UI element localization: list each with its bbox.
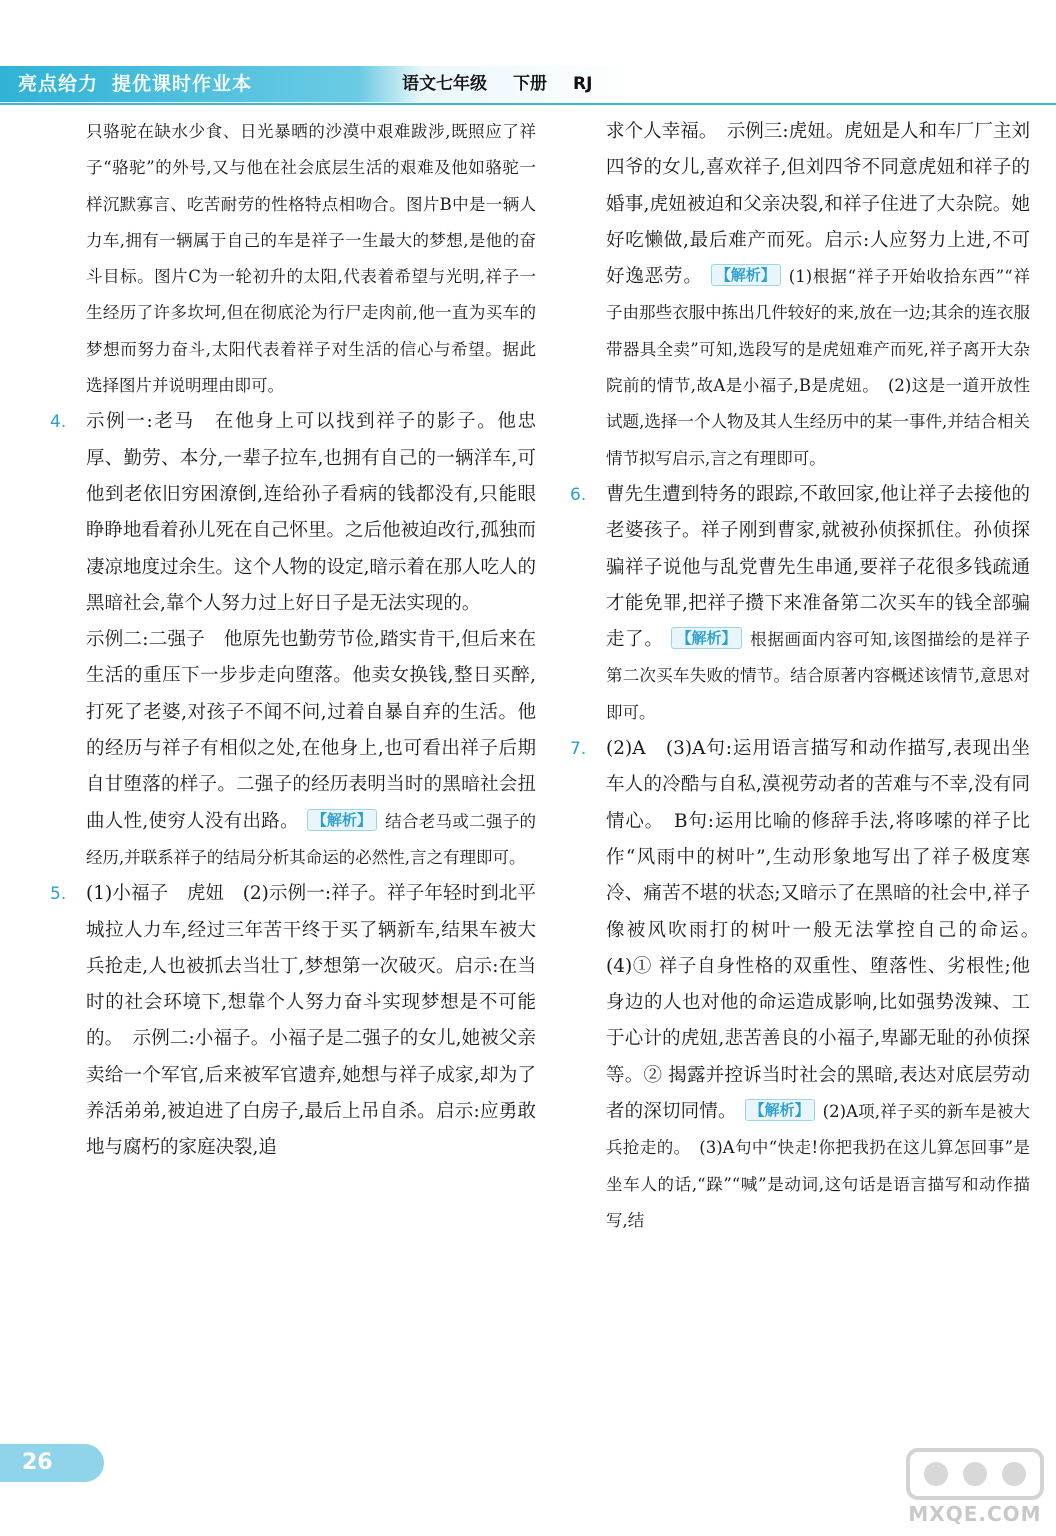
question-number: 7. (570, 739, 587, 760)
series-title-part2: 提优课时作业本 (112, 73, 253, 95)
analysis-tag: 【解析】 (671, 627, 741, 649)
answer-6: 6. 曹先生遭到特务的跟踪,不敢回家,他让祥子去接他的老婆孩子。祥子刚到曹家,就被孙侦探抓住。孙侦探骗祥子说他与乱党曹先生串通,要祥子花很多钱疏通才能免罪,把祥子攒下来准备第二次买车的钱全部骗走了。 【解析】 根据画面内容可知,该图描绘的是祥子第二次买车失败的情节。结合原著内容概述该情节,意思对即可。 (570, 477, 1030, 731)
question-number: 6. (570, 484, 587, 505)
answer-4-example-2: 示例二:二强子 他原先也勤劳节俭,踏实肯干,但后来在生活的重压下一步步走向堕落。他卖女换钱,整日买醉,打死了老婆,对孩子不闻不问,过着自暴自弃的生活。他的经历与祥子有相似之处,在他身上,也可看出祥子后期自甘堕落的样子。二强子的经历表明当时的黑暗社会扭曲人性,使穷人没有出路。 【解析】 结合老马或二强子的经历,并联系祥子的结局分析其命运的必然性,言之有理即可。 (86, 629, 537, 867)
analysis-tag: 【解析】 (711, 264, 781, 286)
answer-3-continued: 只骆驼在缺水少食、日光暴晒的沙漠中艰难跋涉,既照应了祥子“骆驼”的外号,又与他在社会底层生活的艰难及他如骆驼一样沉默寡言、吃苦耐劳的性格特点相吻合。图片B中是一辆人力车,拥有一辆属于自己的车是祥子一生最大的梦想,是他的奋斗目标。图片C为一轮初升的太阳,代表着希望与光明,祥子一生经历了许多坎坷,但在彻底沦为行尸走肉前,他一直为买车的梦想而努力奋斗,太阳代表着祥子对生活的信心与希望。据此选择图片并说明理由即可。 (86, 122, 536, 396)
book-subtitle (402, 70, 618, 98)
answer-7: 7. (2)A (3)A句:运用语言描写和动作描写,表现出坐车人的冷酷与自私,漠视劳动者的苦难与不幸,没有同情心。 B句:运用比喻的修辞手法,将哆嗦的祥子比作“风雨中的树叶”,生动形象地写出了祥子极度寒冷、痛苦不堪的状态;又暗示了在黑暗的社会中,祥子像被风吹雨打的树叶一般无法掌控自己的命运。 (4)① 祥子自身性格的双重性、堕落性、劣根性;他身边的人也对他的命运造成影响,比如强势泼辣、工于心计的虎妞,悲苦善良的小福子,卑鄙无耻的孙侦探等。② 揭露并控诉当时社会的黑暗,表达对底层劳动者的深切同情。 【解析】 (2)A项,祥子买的新车是被大兵抢走的。 (3)A句中“快走!你把我扔在这儿算怎回事”是坐车人的话,“跺”“喊”是动词,这句话是语言描写和动作描写,结 (570, 731, 1030, 1239)
series-title-part1: 亮点给力 (18, 73, 99, 95)
book-series-title (18, 70, 252, 98)
answer-5-analysis: (1)根据“祥子开始收拾东西”“祥子由那些衣服中拣出几件较好的来,放在一边;其余的连衣服带器具全卖”可知,选段写的是虎妞难产而死,祥子离开大杂院前的情节,故A是小福子,B是虎妞。 (2)这是一道开放性试题,选择一个人物及其人生经历中的某一事件,并结合相关情节拟写启示,言之有理即可。 (606, 267, 1030, 468)
header-divider (0, 103, 1056, 105)
analysis-tag: 【解析】 (307, 809, 377, 831)
answer-7-analysis: (2)A项,祥子买的新车是被大兵抢走的。 (3)A句中“快走!你把我扔在这儿算怎回事”是坐车人的话,“跺”“喊”是动词,这句话是语言描写和动作描写,结 (606, 1102, 1030, 1230)
answer-5: 5. (1)小福子 虎妞 (2)示例一:祥子。祥子年轻时到北平城拉人力车,经过三年苦干终于买了辆新车,结果车被大兵抢走,人也被抓去当壮丁,梦想第一次破灭。启示:在当时的社会环境下,想靠个人努力奋斗实现梦想是不可能的。 示例二:小福子。小福子是二强子的女儿,她被父亲卖给一个军官,后来被军官遗弃,她想与祥子成家,却为了养活弟弟,被迫进了白房子,最后上吊自杀。启示:应勇敢地与腐朽的家庭决裂,追 (50, 876, 536, 1166)
left-column (50, 114, 536, 1167)
volume-label: 下册 (513, 74, 547, 94)
answer-4-analysis: 结合老马或二强子的经历,并联系祥子的结局分析其命运的必然性,言之有理即可。 (86, 811, 537, 867)
question-number: 4. (50, 412, 67, 433)
answer-4-example-1: 示例一:老马 在他身上可以找到祥子的影子。他忠厚、勤劳、本分,一辈子拉车,也拥有自己的一辆洋车,可他到老依旧穷困潦倒,连给孙子看病的钱都没有,只能眼睁睁地看着孙儿死在自己怀里。之后他被迫改行,孤独而凄凉地度过余生。这个人物的设定,暗示着在那人吃人的黑暗社会,靠个人努力过上好日子是无法实现的。 (86, 411, 536, 614)
answer-6-analysis: 根据画面内容可知,该图描绘的是祥子第二次买车失败的情节。结合原著内容概述该情节,意思对即可。 (606, 630, 1030, 722)
watermark-logo (900, 1444, 1050, 1530)
page-number: 26 (0, 1444, 104, 1482)
edition-label: RJ (573, 74, 593, 94)
analysis-tag: 【解析】 (745, 1099, 815, 1121)
watermark-text: MXQE.COM (908, 1502, 1042, 1526)
right-column (570, 114, 1049, 1239)
subject-label: 语文七年级 (402, 74, 487, 94)
question-number: 5. (50, 884, 67, 905)
answer-4 (50, 404, 536, 876)
answer-5-continued: 求个人幸福。 示例三:虎妞。虎妞是人和车厂厂主刘四爷的女儿,喜欢祥子,但刘四爷不同意虎妞和祥子的婚事,虎妞被迫和父亲决裂,和祥子住进了大杂院。她好吃懒做,最后难产而死。启示:人应努力上进,不可好逸恶劳。 【解析】 (1)根据“祥子开始收拾东西”“祥子由那些衣服中拣出几件较好的来,放在一边;其余的连衣服带器具全卖”可知,选段写的是虎妞难产而死,祥子离开大杂院前的情节,故A是小福子,B是虎妞。 (2)这是一道开放性试题,选择一个人物及其人生经历中的某一事件,并结合相关情节拟写启示,言之有理即可。 (606, 121, 1030, 468)
watermark-logo-icon (900, 1444, 1050, 1504)
